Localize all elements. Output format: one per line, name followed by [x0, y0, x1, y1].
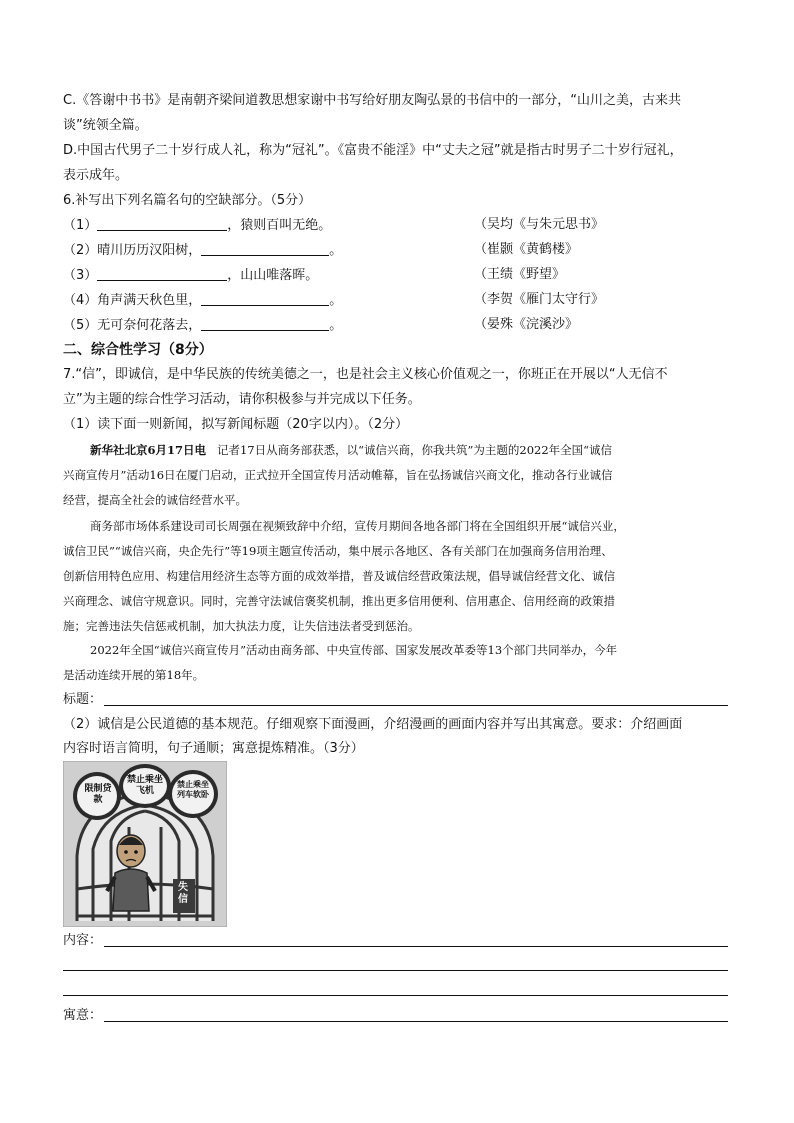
q6-item-5 [63, 317, 342, 334]
news-paragraph-2-line3: 创新信用特色应用、构建信用经济生态等方面的成效举措，普及诚信经营政策法规，倡导诚信经营文化、诚信 [63, 569, 615, 583]
q5-option-d-line1: D.中国古代男子二十岁行成人礼，称为“冠礼”。《富贵不能淫》中“丈夫之冠”就是指古时男子二十岁行冠礼， [63, 143, 683, 158]
news-paragraph-2-line5: 施；完善违法失信惩戒机制，加大执法力度，让失信违法者受到惩治。 [63, 619, 420, 633]
content-answer-line[interactable] [63, 970, 728, 971]
q6-item-source: （李贺《雁门太守行》 [474, 292, 605, 307]
answer-blank[interactable] [97, 217, 227, 231]
title-answer-line[interactable] [104, 705, 728, 706]
q7-sub1-prompt: （1）读下面一则新闻，拟写新闻标题（20字以内）。（2分） [63, 417, 409, 432]
cartoon-bubble-text: 禁止乘坐飞机 [126, 775, 163, 796]
q6-item-text: 。 [329, 243, 343, 258]
q6-item-number: （5） [63, 318, 98, 333]
news-paragraph-1-line2: 兴商宣传月”活动16日在厦门启动，正式拉开全国宣传月活动帷幕，旨在弘扬诚信兴商文化，推动各行业诚信 [63, 468, 613, 482]
content-answer-line[interactable] [104, 946, 728, 947]
content-answer-line[interactable] [63, 995, 728, 996]
q6-title: 6.补写出下列名篇名句的空缺部分。（5分） [63, 193, 312, 208]
news-text: 记者17日从商务部获悉，以“诚信兴商，你我共筑”为主题的2022年全国“诚信 [216, 443, 613, 457]
q6-item-text: 角声满天秋色里， [97, 293, 202, 308]
answer-blank[interactable] [201, 317, 329, 331]
q6-item-2 [63, 242, 342, 259]
q6-item-text: 无可奈何花落去， [97, 318, 202, 333]
answer-blank[interactable] [97, 267, 227, 281]
content-label: 内容： [63, 933, 103, 948]
answer-blank[interactable] [201, 242, 329, 256]
q7-sub2-prompt-line2: 内容时语言简明，句子通顺；寓意提炼精准。（3分） [63, 741, 364, 756]
q6-item-source: （晏殊《浣溪沙》 [474, 317, 579, 332]
news-paragraph-2-line1: 商务部市场体系建设司司长周强在视频致辞中介绍，宣传月期间各地各部门将在全国组织开展“诚信兴业， [90, 519, 625, 533]
q5-option-d-line2: 表示成年。 [63, 168, 129, 183]
q6-item-3 [63, 267, 318, 284]
q6-item-text: ，山山唯落晖。 [227, 268, 319, 283]
news-paragraph-3-line2: 是活动连续开展的第18年。 [63, 668, 205, 682]
q5-option-c-line2: 谈”统领全篇。 [63, 118, 148, 133]
q6-item-number: （3） [63, 268, 98, 283]
q6-item-text: 。 [329, 318, 343, 333]
answer-blank[interactable] [201, 292, 329, 306]
news-paragraph-2-line4: 兴商理念、诚信守规意识。同时，完善守法诚信褒奖机制，推出更多信用便利、信用惠企、信用经商的政策措 [63, 594, 615, 608]
q6-item-number: （2） [63, 243, 98, 258]
q6-item-text: 。 [329, 293, 343, 308]
news-paragraph-1-line3: 经营，提高全社会的诚信经营水平。 [63, 493, 247, 507]
q6-item-number: （1） [63, 218, 98, 233]
title-label: 标题： [63, 692, 103, 707]
q7-intro-line2: 立”为主题的综合性学习活动，请你积极参与并完成以下任务。 [63, 392, 421, 407]
q6-item-source: （吴均《与朱元思书》 [474, 217, 605, 232]
q7-sub2-prompt-line1: （2）诚信是公民道德的基本规范。仔细观察下面漫画，介绍漫画的画面内容并写出其寓意。要求：介绍画面 [63, 717, 683, 732]
q7-intro-line1: 7.“信”，即诚信，是中华民族的传统美德之一，也是社会主义核心价值观之一，你班正在开展以“人无信不 [63, 367, 668, 382]
q6-item-1 [63, 217, 331, 234]
meaning-label: 寓意： [63, 1008, 103, 1023]
news-paragraph-2-line2: 诚信卫民”“诚信兴商，央企先行”等19项主题宣传活动，集中展示各地区、各有关部门在加强商务信用治理、 [63, 544, 613, 558]
section-title: 二、综合性学习（8分） [63, 342, 213, 358]
q6-item-text: 晴川历历汉阳树， [97, 243, 202, 258]
news-paragraph-1-line1 [90, 442, 612, 458]
q6-item-source: （王绩《野望》 [474, 267, 566, 282]
meaning-answer-line[interactable] [104, 1021, 728, 1022]
news-dateline: 新华社北京6月17日电 [90, 443, 207, 457]
cartoon-tag-text: 失信 [178, 882, 188, 905]
cartoon-bubble-text: 限制贷款 [84, 784, 112, 805]
q6-item-source: （崔颢《黄鹤楼》 [474, 242, 579, 257]
q6-item-number: （4） [63, 293, 98, 308]
q6-item-4 [63, 292, 342, 309]
q5-option-c-line1: C.《答谢中书书》是南朝齐梁间道教思想家谢中书写给好朋友陶弘景的书信中的一部分，“山川之美，古来共 [63, 93, 681, 108]
cartoon-bubble-text: 禁止乘坐列车软卧 [177, 780, 209, 799]
q6-item-text: ，猿则百叫无绝。 [227, 218, 332, 233]
news-paragraph-3-line1: 2022年全国“诚信兴商宣传月”活动由商务部、中央宣传部、国家发展改革委等13个部门共同举办，今年 [90, 643, 618, 657]
